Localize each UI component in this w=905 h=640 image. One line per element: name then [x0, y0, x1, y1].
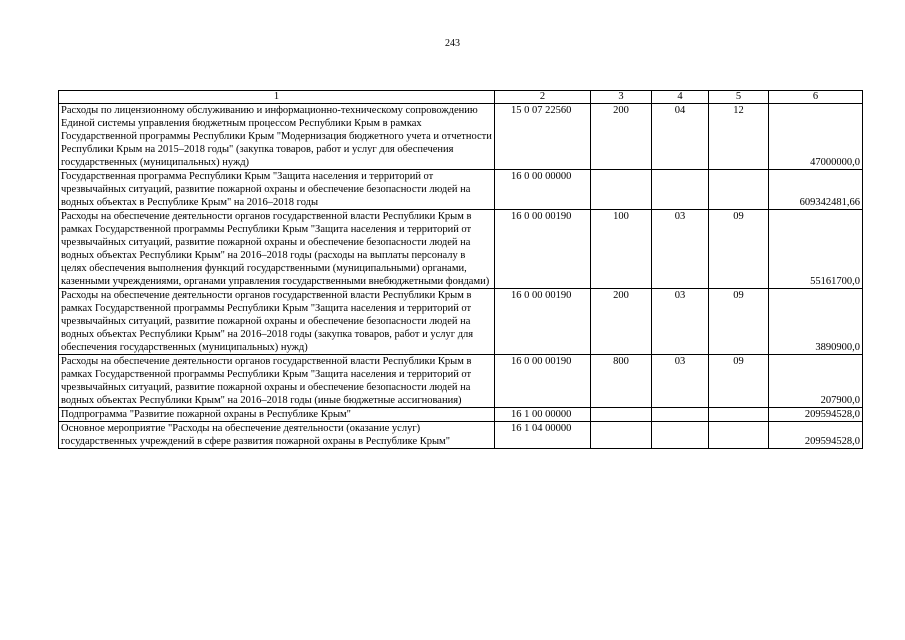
table-row — [59, 104, 863, 170]
row-subsection: 09 — [709, 289, 769, 355]
table-row — [59, 408, 863, 422]
table-row — [59, 422, 863, 449]
row-subsection — [709, 408, 769, 422]
header-col-2: 2 — [495, 91, 591, 104]
row-target-article: 16 0 00 00190 — [495, 210, 591, 289]
row-description: Основное мероприятие "Расходы на обеспечение деятельности (оказание услуг) государственных учреждений в сфере развития пожарной охраны в Республике Крым" — [59, 422, 495, 449]
table-header-row — [59, 91, 863, 104]
row-description: Расходы на обеспечение деятельности органов государственной власти Республики Крым в рамках Государственной программы Республики Крым "Защита населения и территорий от чрезвычайных ситуаций, развитие пожарной охраны и обеспечение безопасности людей на водных объектах Республики Крым" на 2016–2018 годы (иные бюджетные ассигнования) — [59, 355, 495, 408]
row-section — [652, 408, 709, 422]
row-expense-type: 200 — [591, 289, 652, 355]
row-amount: 609342481,66 — [769, 170, 863, 210]
header-col-5: 5 — [709, 91, 769, 104]
row-description: Государственная программа Республики Крым "Защита населения и территорий от чрезвычайных ситуаций, развитие пожарной охраны и обеспечение безопасности людей на водных объектах в Республике Крым" на 2016–2018 годы — [59, 170, 495, 210]
page-number: 243 — [445, 38, 460, 49]
row-target-article: 15 0 07 22560 — [495, 104, 591, 170]
row-amount: 207900,0 — [769, 355, 863, 408]
row-expense-type: 100 — [591, 210, 652, 289]
row-section: 03 — [652, 289, 709, 355]
row-subsection: 09 — [709, 210, 769, 289]
row-target-article: 16 1 04 00000 — [495, 422, 591, 449]
row-expense-type: 200 — [591, 104, 652, 170]
row-subsection: 12 — [709, 104, 769, 170]
budget-table — [58, 90, 863, 449]
row-description: Расходы на обеспечение деятельности органов государственной власти Республики Крым в рамках Государственной программы Республики Крым "Защита населения и территорий от чрезвычайных ситуаций, развитие пожарной охраны и обеспечение безопасности людей на водных объектах Республики Крым" на 2016–2018 годы (расходы на выплаты персоналу в целях обеспечения выполнения функций государственными (муниципальными) органами, казенными учреждениями, органами управления государственными внебюджетными фондами) — [59, 210, 495, 289]
table-row — [59, 289, 863, 355]
row-expense-type: 800 — [591, 355, 652, 408]
row-expense-type — [591, 422, 652, 449]
row-subsection: 09 — [709, 355, 769, 408]
row-section — [652, 170, 709, 210]
row-subsection — [709, 170, 769, 210]
row-amount: 3890900,0 — [769, 289, 863, 355]
row-section — [652, 422, 709, 449]
row-expense-type — [591, 170, 652, 210]
row-section: 03 — [652, 210, 709, 289]
row-section: 04 — [652, 104, 709, 170]
row-expense-type — [591, 408, 652, 422]
table-row — [59, 170, 863, 210]
row-description: Расходы по лицензионному обслуживанию и информационно-техническому сопровождению Единой системы управления бюджетным процессом Республики Крым в рамках Государственной программы Республики Крым "Модернизация бюджетного учета и отчетности Республики Крым на 2015–2018 годы" (закупка товаров, работ и услуг для обеспечения государственных (муниципальных) нужд) — [59, 104, 495, 170]
header-col-3: 3 — [591, 91, 652, 104]
header-col-4: 4 — [652, 91, 709, 104]
row-amount: 209594528,0 — [769, 422, 863, 449]
row-amount: 55161700,0 — [769, 210, 863, 289]
row-description: Расходы на обеспечение деятельности органов государственной власти Республики Крым в рамках Государственной программы Республики Крым "Защита населения и территорий от чрезвычайных ситуаций, развитие пожарной охраны и обеспечение безопасности людей на водных объектах Республики Крым" на 2016–2018 годы (закупка товаров, работ и услуг для обеспечения государственных (муниципальных) нужд) — [59, 289, 495, 355]
table-row — [59, 210, 863, 289]
row-target-article: 16 1 00 00000 — [495, 408, 591, 422]
header-col-6: 6 — [769, 91, 863, 104]
row-target-article: 16 0 00 00000 — [495, 170, 591, 210]
table-row — [59, 355, 863, 408]
row-target-article: 16 0 00 00190 — [495, 355, 591, 408]
row-description: Подпрограмма "Развитие пожарной охраны в Республике Крым" — [59, 408, 495, 422]
row-amount: 47000000,0 — [769, 104, 863, 170]
row-subsection — [709, 422, 769, 449]
row-section: 03 — [652, 355, 709, 408]
row-target-article: 16 0 00 00190 — [495, 289, 591, 355]
header-col-1: 1 — [59, 91, 495, 104]
row-amount: 209594528,0 — [769, 408, 863, 422]
